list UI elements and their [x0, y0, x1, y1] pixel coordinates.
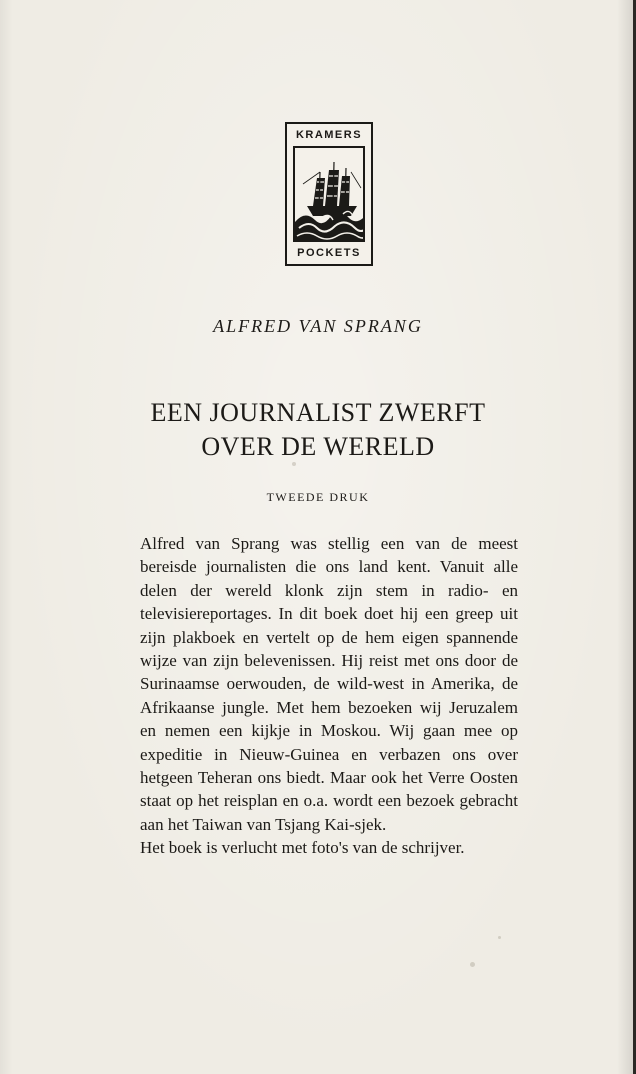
- title-line-1: EEN JOURNALIST ZWERFT: [150, 398, 486, 427]
- author-name: ALFRED VAN SPRANG: [213, 316, 423, 336]
- publisher-logo: [285, 122, 373, 266]
- logo-bottom-text: POCKETS: [297, 247, 361, 259]
- paper-speck: [470, 962, 475, 967]
- logo-top-text: KRAMERS: [295, 129, 363, 141]
- blurb-paragraph-2: Het boek is verlucht met foto's van de schrijver.: [140, 838, 465, 858]
- paper-speck: [292, 462, 296, 466]
- title-line-2: OVER DE WERELD: [201, 432, 435, 461]
- sailing-ship-on-waves-icon: [293, 146, 365, 242]
- edition-label: TWEEDE DRUK: [266, 490, 370, 504]
- paper-speck: [498, 936, 501, 939]
- blurb-paragraph-1: Alfred van Sprang was stellig een van de meest bereisde journalisten die ons land kent. Vanuit alle delen der wereld klonk zijn stem in radio- en televisiereportages. In dit boek doet hij een greep uit zijn plakboek en vertelt op de hem eigen spannende wijze van zijn belevenissen. Hij reist met ons door de Surinaamse oerwouden, de wild-west in Amerika, de Afrikaanse jungle. Met hem bezoeken wij Jeruzalem en nemen een kijkje in Moskou. Wij gaan mee op expeditie in Nieuw-Guinea en verbazen ons over hetgeen Teheran ons biedt. Maar ook het Verre Oosten staat op het reisplan en o.a. wordt een bezoek gebracht aan het Taiwan van Tsjang Kai-sjek.: [140, 534, 518, 834]
- blurb-text: [140, 532, 518, 860]
- book-title: [0, 396, 636, 464]
